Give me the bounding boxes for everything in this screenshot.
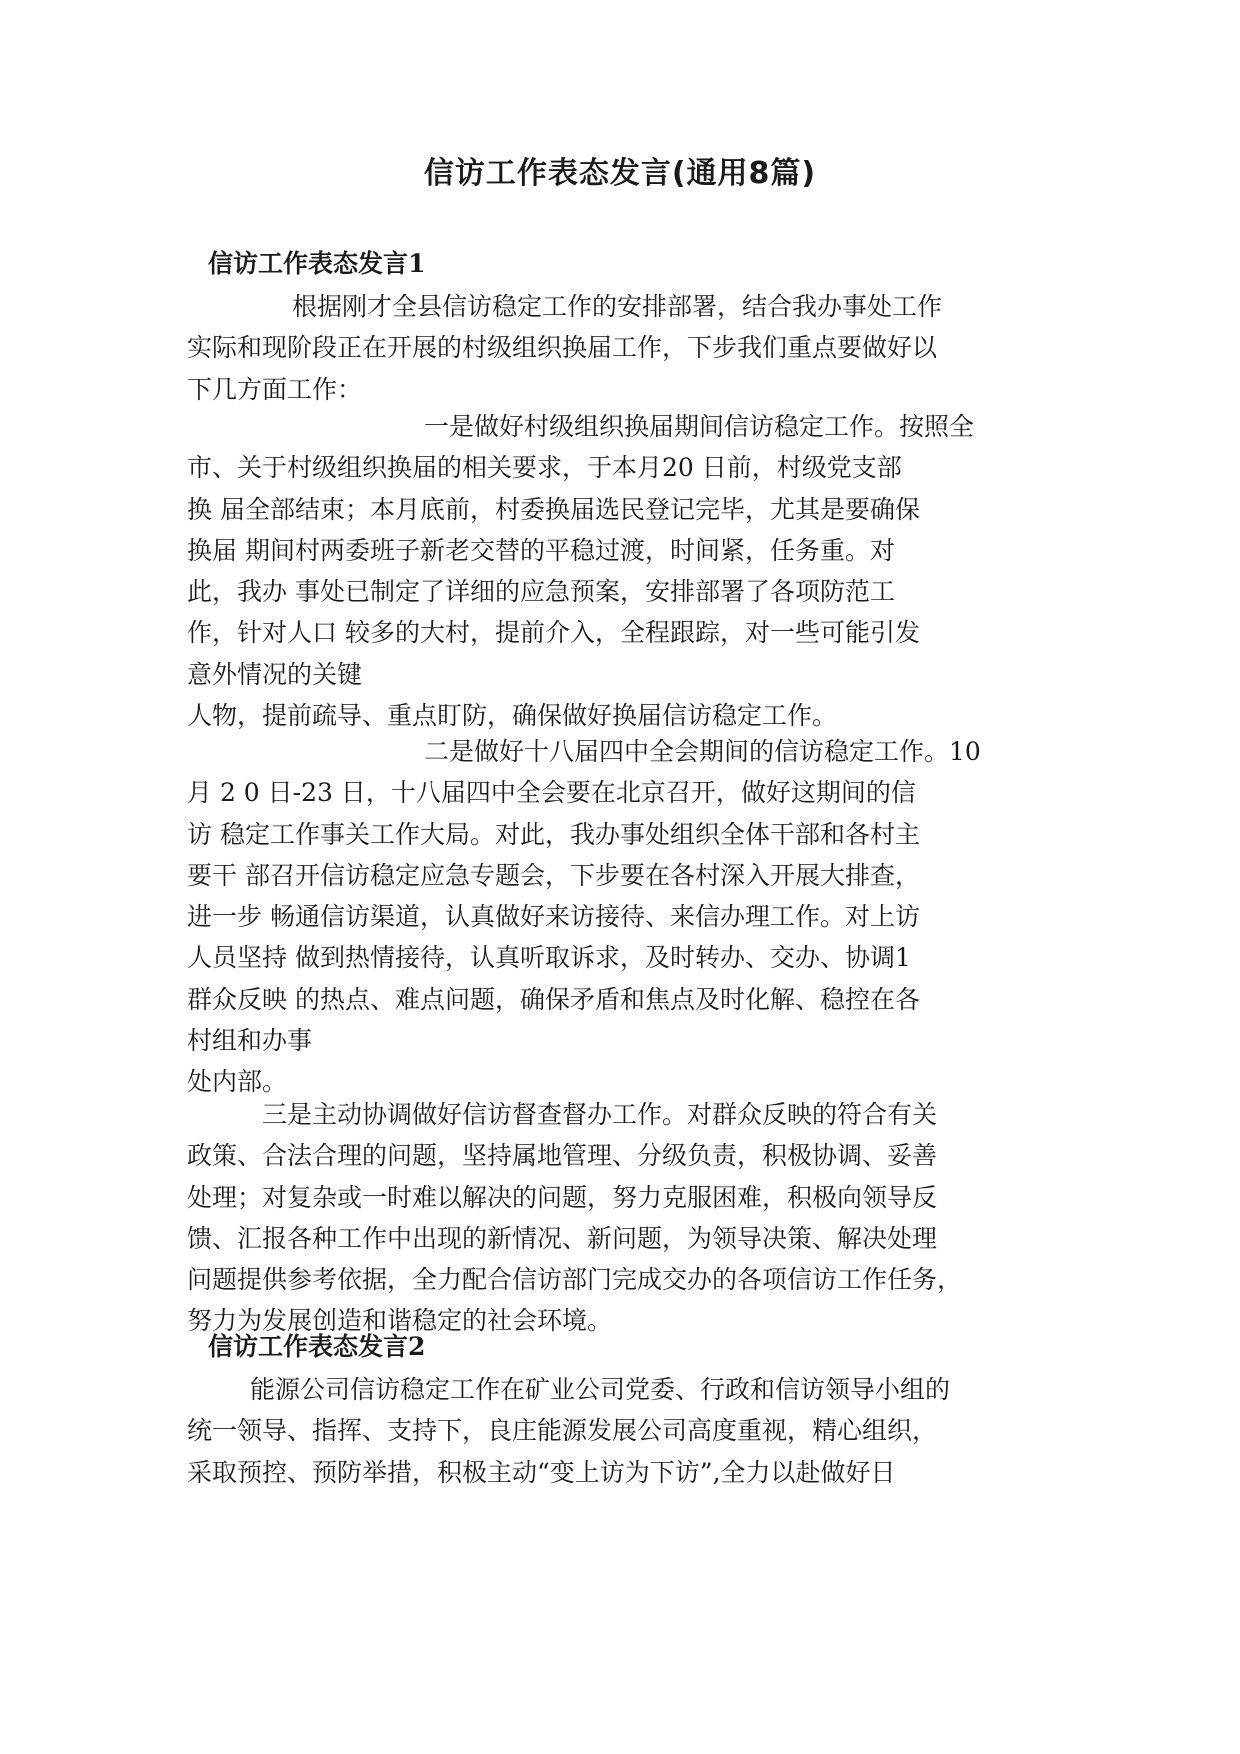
paragraph-line: 一是做好村级组织换届期间信访稳定工作。按照全: [424, 412, 975, 441]
paragraph-line: 处理；对复杂或一时难以解决的问题，努力克服困难，积极向领导反: [187, 1182, 938, 1212]
section-heading: 信访工作表态发言1: [208, 249, 426, 278]
paragraph-line: 月 2 0 日-23 日，十八届四中全会要在北京召开，做好这期间的信: [187, 778, 916, 808]
paragraph-line: 问题提供参考依据，全力配合信访部门完成交办的各项信访工作任务，: [187, 1265, 963, 1295]
paragraph-5: [187, 1369, 1067, 1493]
paragraph-line: 市、关于村级组织换届的相关要求，于本月20 日前，村级党支部: [187, 453, 902, 483]
paragraph-line: 实际和现阶段正在开展的村级组织换届工作，下步我们重点要做好以: [187, 333, 938, 363]
paragraph-line: 人员坚持 做到热情接待，认真听取诉求，及时转办、交办、协调1: [187, 943, 911, 973]
paragraph-line: 统一领导、指挥、支持下，良庄能源发展公司高度重视，精心组织，: [187, 1416, 938, 1446]
paragraph-2: [187, 406, 1067, 736]
paragraph-line: 人物，提前疏导、重点盯防，确保做好换届信访稳定工作。: [187, 701, 838, 731]
paragraph-4: [187, 1094, 1067, 1342]
paragraph-3: [187, 731, 1067, 1103]
paragraph-line: 采取预控、预防举措，积极主动“变上访为下访”,全力以赴做好日: [187, 1457, 896, 1487]
paragraph-line: 三是主动协调做好信访督查督办工作。对群众反映的符合有关: [262, 1100, 938, 1129]
paragraph-line: 馈、汇报各种工作中出现的新情况、新问题，为领导决策、解决处理: [187, 1223, 938, 1253]
paragraph-line: 意外情况的关键: [187, 659, 363, 689]
paragraph-line: 访 稳定工作事关工作大局。对此，我办事处组织全体干部和各村主: [187, 819, 920, 849]
paragraph-line: 二是做好十八届四中全会期间的信访稳定工作。10: [424, 737, 981, 766]
paragraph-line: 换届 期间村两委班子新老交替的平稳过渡，时间紧，任务重。对: [187, 535, 895, 565]
paragraph-line: 下几方面工作：: [187, 374, 363, 404]
paragraph-line: 村组和办事: [187, 1026, 313, 1056]
paragraph-line: 换 届全部结束；本月底前，村委换届选民登记完毕，尤其是要确保: [187, 494, 920, 524]
paragraph-line: 努力为发展创造和谐稳定的社会环境。: [187, 1306, 613, 1336]
paragraph-line: 群众反映 的热点、难点问题，确保矛盾和焦点及时化解、稳控在各: [187, 984, 920, 1014]
document-title: 信访工作表态发言(通用8篇): [423, 156, 817, 191]
paragraph-1: [187, 286, 1067, 410]
paragraph-line: 要干 部召开信访稳定应急专题会，下步要在各村深入开展大排查，: [187, 860, 920, 890]
paragraph-line: 此，我办 事处已制定了详细的应急预案，安排部署了各项防范工: [187, 577, 895, 607]
section-heading: 信访工作表态发言2: [208, 1332, 426, 1361]
paragraph-line: 作，针对人口 较多的大村，提前介入，全程跟踪，对一些可能引发: [187, 618, 920, 648]
paragraph-line: 根据刚才全县信访稳定工作的安排部署，结合我办事处工作: [292, 292, 943, 321]
paragraph-line: 进一步 畅通信访渠道，认真做好来访接待、来信办理工作。对上访: [187, 902, 920, 932]
paragraph-line: 能源公司信访稳定工作在矿业公司党委、行政和信访领导小组的: [250, 1375, 951, 1404]
paragraph-line: 处内部。: [187, 1067, 288, 1097]
paragraph-line: 政策、合法合理的问题，坚持属地管理、分级负责，积极协调、妥善: [187, 1141, 938, 1171]
